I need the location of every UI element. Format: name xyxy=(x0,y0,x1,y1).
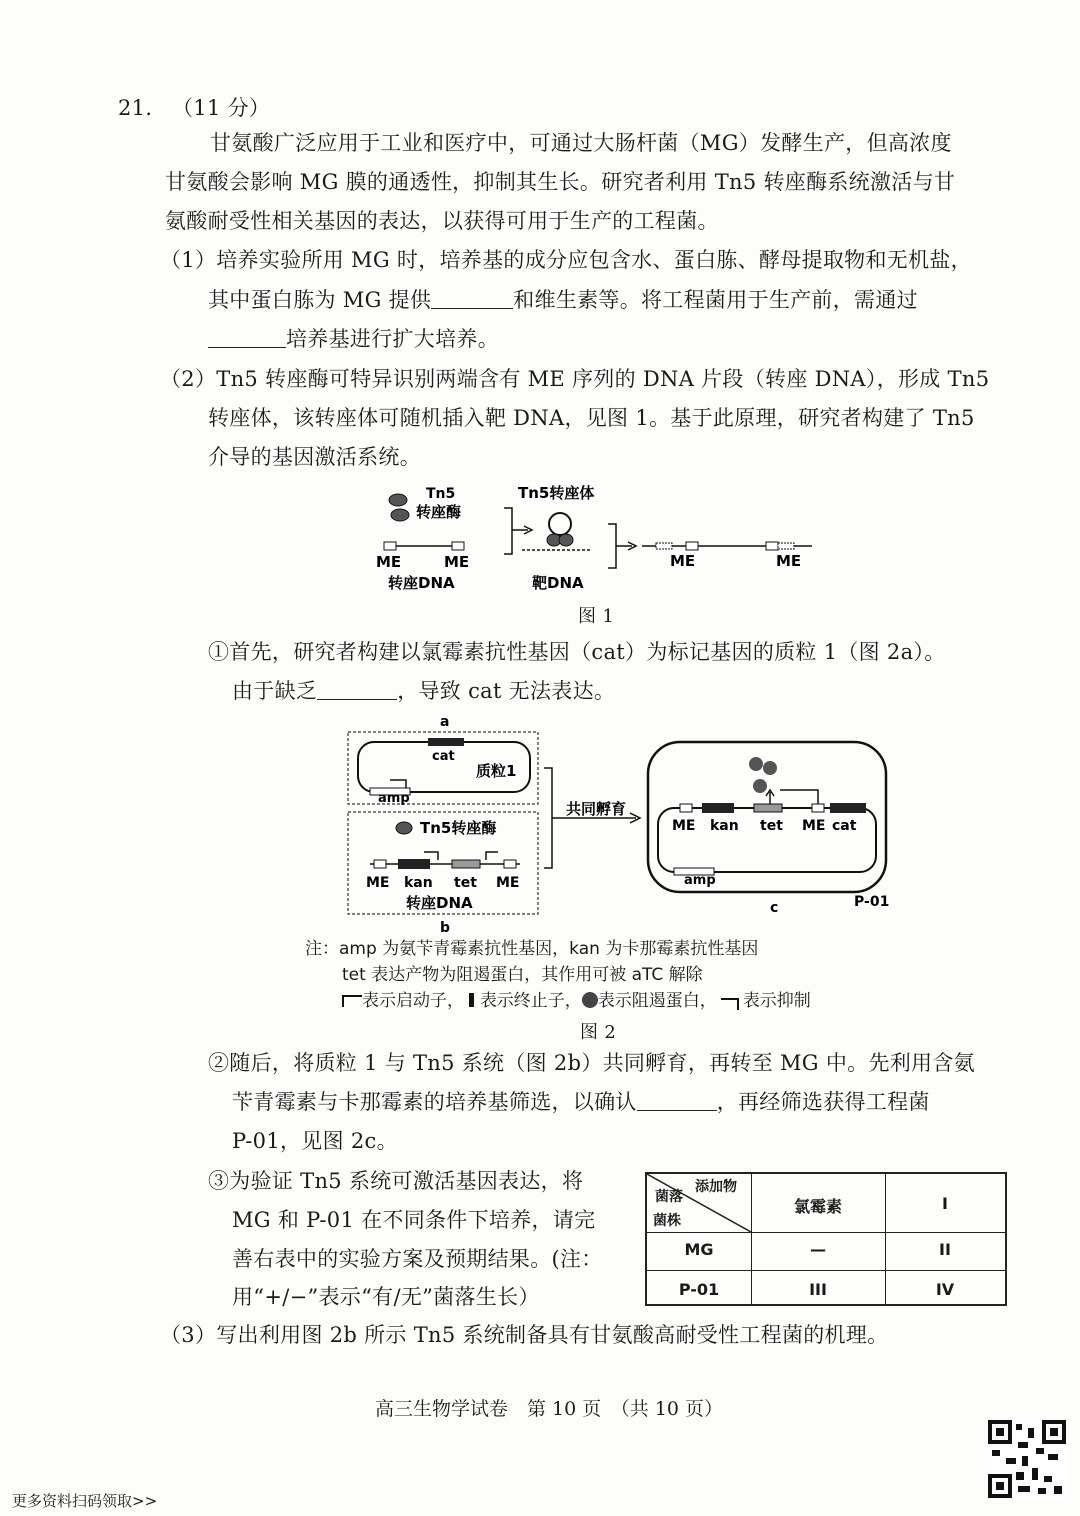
promoter-icon xyxy=(424,852,438,860)
fig1-me-right: ME xyxy=(444,553,470,571)
answer-blank-1[interactable] xyxy=(431,286,513,309)
fig2-label-b: b xyxy=(440,920,451,936)
repressor-icon xyxy=(582,992,598,1008)
table-row-1-c2: II xyxy=(939,1240,951,1259)
repressor-icon xyxy=(749,757,763,771)
tn5-enzyme-icon xyxy=(391,509,409,521)
legend-terminator: 表示终止子， xyxy=(479,991,582,1011)
legend-inhibit: 表示抑制 xyxy=(742,991,811,1011)
fig2-caption: 图 2 xyxy=(580,1022,617,1043)
q2-line-1: ②随后，将质粒 1 与 Tn5 系统（图 2b）共同孵育，再转至 MG 中。先利用含氨 xyxy=(208,1051,975,1075)
fig2-legend xyxy=(342,988,811,1014)
fig2-transposon-dna: 转座DNA xyxy=(406,894,473,912)
answer-blank-3[interactable] xyxy=(317,677,397,700)
part3-line: （3）写出利用图 2b 所示 Tn5 系统制备具有甘氨酸高耐受性工程菌的机理。 xyxy=(160,1323,889,1347)
tet-gene-icon xyxy=(754,804,782,812)
q2-line-2a: 苄青霉素与卡那霉素的培养基筛选，以确认 xyxy=(232,1090,637,1114)
me-box-icon xyxy=(374,860,386,868)
table-col2-header: I xyxy=(942,1194,948,1213)
fig2-plasmid1: 质粒1 xyxy=(476,762,517,780)
cat-gene-icon xyxy=(428,738,464,746)
table-header-colony: 菌落 xyxy=(655,1189,683,1205)
tn5-enzyme-icon xyxy=(389,494,407,506)
me-box-icon xyxy=(680,804,692,812)
tet-gene-icon xyxy=(452,860,480,868)
cat-gene-icon xyxy=(830,803,866,813)
repressor-icon xyxy=(753,779,767,793)
bracket-arrow-icon xyxy=(544,768,636,868)
q3-line-1: ③为验证 Tn5 系统可激活基因表达，将 xyxy=(208,1169,584,1193)
me-box-icon xyxy=(384,542,396,550)
inhibit-icon xyxy=(721,998,739,1010)
tn5-enzyme-icon xyxy=(559,534,573,546)
intro-line-2: 甘氨酸会影响 MG 膜的通透性，抑制其生长。研究者利用 Tn5 转座酶系统激活与甘 xyxy=(165,170,956,194)
fig1-complex-label: Tn5转座体 xyxy=(518,484,595,502)
q3-line-3: 善右表中的实验方案及预期结果。(注： xyxy=(232,1247,603,1271)
legend-repressor: 表示阻遏蛋白， xyxy=(597,991,717,1011)
q2-line-2 xyxy=(232,1087,930,1117)
question-score: （11 分） xyxy=(172,96,271,120)
table-col1-header: 氯霉素 xyxy=(793,1197,842,1216)
fig1-enzyme-label-1: Tn5 xyxy=(426,486,456,502)
q3-line-2: MG 和 P-01 在不同条件下培养，请完 xyxy=(232,1208,596,1232)
qr-code-icon[interactable] xyxy=(988,1420,1066,1498)
fig1-me-left: ME xyxy=(376,553,402,571)
fig2-note-1: 注：amp 为氨苄青霉素抗性基因，kan 为卡那霉素抗性基因 xyxy=(305,939,759,959)
terminator-icon xyxy=(469,993,474,1007)
fig2-me1: ME xyxy=(366,875,390,891)
experiment-table xyxy=(645,1172,1007,1306)
q1-line-1: ①首先，研究者构建以氯霉素抗性基因（cat）为标记基因的质粒 1（图 2a）。 xyxy=(208,640,946,664)
figure-1 xyxy=(370,480,830,600)
promoter-icon xyxy=(390,780,406,788)
table-row-2-c1: III xyxy=(809,1280,827,1299)
me-box-icon xyxy=(504,860,516,868)
fig2-c-me1: ME xyxy=(672,818,696,834)
fig2-c-amp: amp xyxy=(684,873,716,888)
fig1-transposon-dna: 转座DNA xyxy=(388,574,455,592)
fig1-enzyme-label-2: 转座酶 xyxy=(416,503,462,521)
fig2-amp: amp xyxy=(378,791,410,806)
fig2-label-c: c xyxy=(770,900,779,916)
q2-line-2b: ，再经筛选获得工程菌 xyxy=(716,1090,930,1114)
page-footer: 高三生物学试卷 第 10 页 （共 10 页） xyxy=(375,1398,724,1420)
answer-blank-4[interactable] xyxy=(637,1088,717,1111)
promoter-icon xyxy=(342,995,362,1007)
intro-line-3: 氨酸耐受性相关基因的表达，以获得可用于生产的工程菌。 xyxy=(165,209,719,233)
fig2-c-tet: tet xyxy=(760,818,783,834)
me-box-icon xyxy=(686,542,698,550)
fig1-target-dna: 靶DNA xyxy=(532,574,584,592)
intro-line-1: 甘氨酸广泛应用于工业和医疗中，可通过大肠杆菌（MG）发酵生产，但高浓度 xyxy=(210,131,952,155)
q3-line-4: 用“+/−”表示“有/无”菌落生长） xyxy=(232,1285,540,1309)
fig2-tn5-enzyme: Tn5转座酶 xyxy=(420,819,497,837)
part1-line-1: （1）培养实验所用 MG 时，培养基的成分应包含水、蛋白胨、酵母提取物和无机盐， xyxy=(160,248,972,272)
table-row-1-c1: — xyxy=(810,1240,826,1259)
fig2-label-a: a xyxy=(440,714,450,730)
legend-promoter: 表示启动子， xyxy=(362,991,464,1011)
bracket-arrow-icon xyxy=(608,524,632,568)
part2-line-3: 介导的基因激活系统。 xyxy=(208,445,421,469)
q1-line-2a: 由于缺乏 xyxy=(232,679,318,703)
table-row-1-strain: MG xyxy=(684,1240,714,1259)
q1-line-2b: ，导致 cat 无法表达。 xyxy=(397,679,616,703)
fig2-c-kan: kan xyxy=(710,818,739,834)
fig2-c-me2: ME xyxy=(802,818,826,834)
kan-gene-icon xyxy=(398,859,430,869)
part1-line-2a: 其中蛋白胨为 MG 提供 xyxy=(208,288,432,312)
part1-line-3-text: 培养基进行扩大培养。 xyxy=(286,327,499,351)
table-header-added: 添加物 xyxy=(695,1179,737,1195)
part1-line-3 xyxy=(208,324,499,354)
table-row-2-c2: IV xyxy=(935,1280,955,1299)
fig2-strain: P-01 xyxy=(854,894,890,910)
fig2-co-incubate: 共同孵育 xyxy=(566,800,627,818)
transposome-loop-icon xyxy=(549,513,571,535)
part1-line-2 xyxy=(208,285,918,315)
table-row-2-strain: P-01 xyxy=(678,1280,720,1299)
more-resources-link[interactable]: 更多资料扫码领取>> xyxy=(12,1492,158,1510)
kan-gene-icon xyxy=(702,803,734,813)
me-box-icon xyxy=(452,542,464,550)
fig2-cat: cat xyxy=(432,749,455,764)
promoter-icon xyxy=(486,852,498,860)
fig1-me-out-right: ME xyxy=(776,552,802,570)
fig2-me2: ME xyxy=(496,875,520,891)
q2-line-3: P-01，见图 2c。 xyxy=(232,1129,398,1153)
me-box-icon xyxy=(766,542,778,550)
part2-line-2: 转座体，该转座体可随机插入靶 DNA，见图 1。基于此原理，研究者构建了 Tn5 xyxy=(208,406,975,430)
fig2-note-2: tet 表达产物为阻遏蛋白，其作用可被 aTC 解除 xyxy=(342,965,703,985)
answer-blank-2[interactable] xyxy=(208,325,286,348)
tn5-enzyme-icon xyxy=(396,822,412,834)
part1-line-2b: 和维生素等。将工程菌用于生产前，需通过 xyxy=(513,288,918,312)
fig2-c-cat: cat xyxy=(832,818,857,834)
bracket-arrow-icon xyxy=(504,508,528,554)
table-header-strain: 菌株 xyxy=(653,1213,681,1229)
part2-line-1: （2）Tn5 转座酶可特异识别两端含有 ME 序列的 DNA 片段（转座 DNA），形成 Tn5 xyxy=(160,367,990,391)
me-box-icon xyxy=(812,804,824,812)
fig1-me-out-left: ME xyxy=(670,552,696,570)
fig1-caption: 图 1 xyxy=(578,606,615,627)
q1-line-2 xyxy=(232,676,615,706)
fig2-kan: kan xyxy=(404,875,433,891)
repressor-icon xyxy=(763,761,777,775)
fig2-tet: tet xyxy=(454,875,477,891)
figure-2 xyxy=(340,712,900,940)
question-number: 21． xyxy=(118,96,167,120)
